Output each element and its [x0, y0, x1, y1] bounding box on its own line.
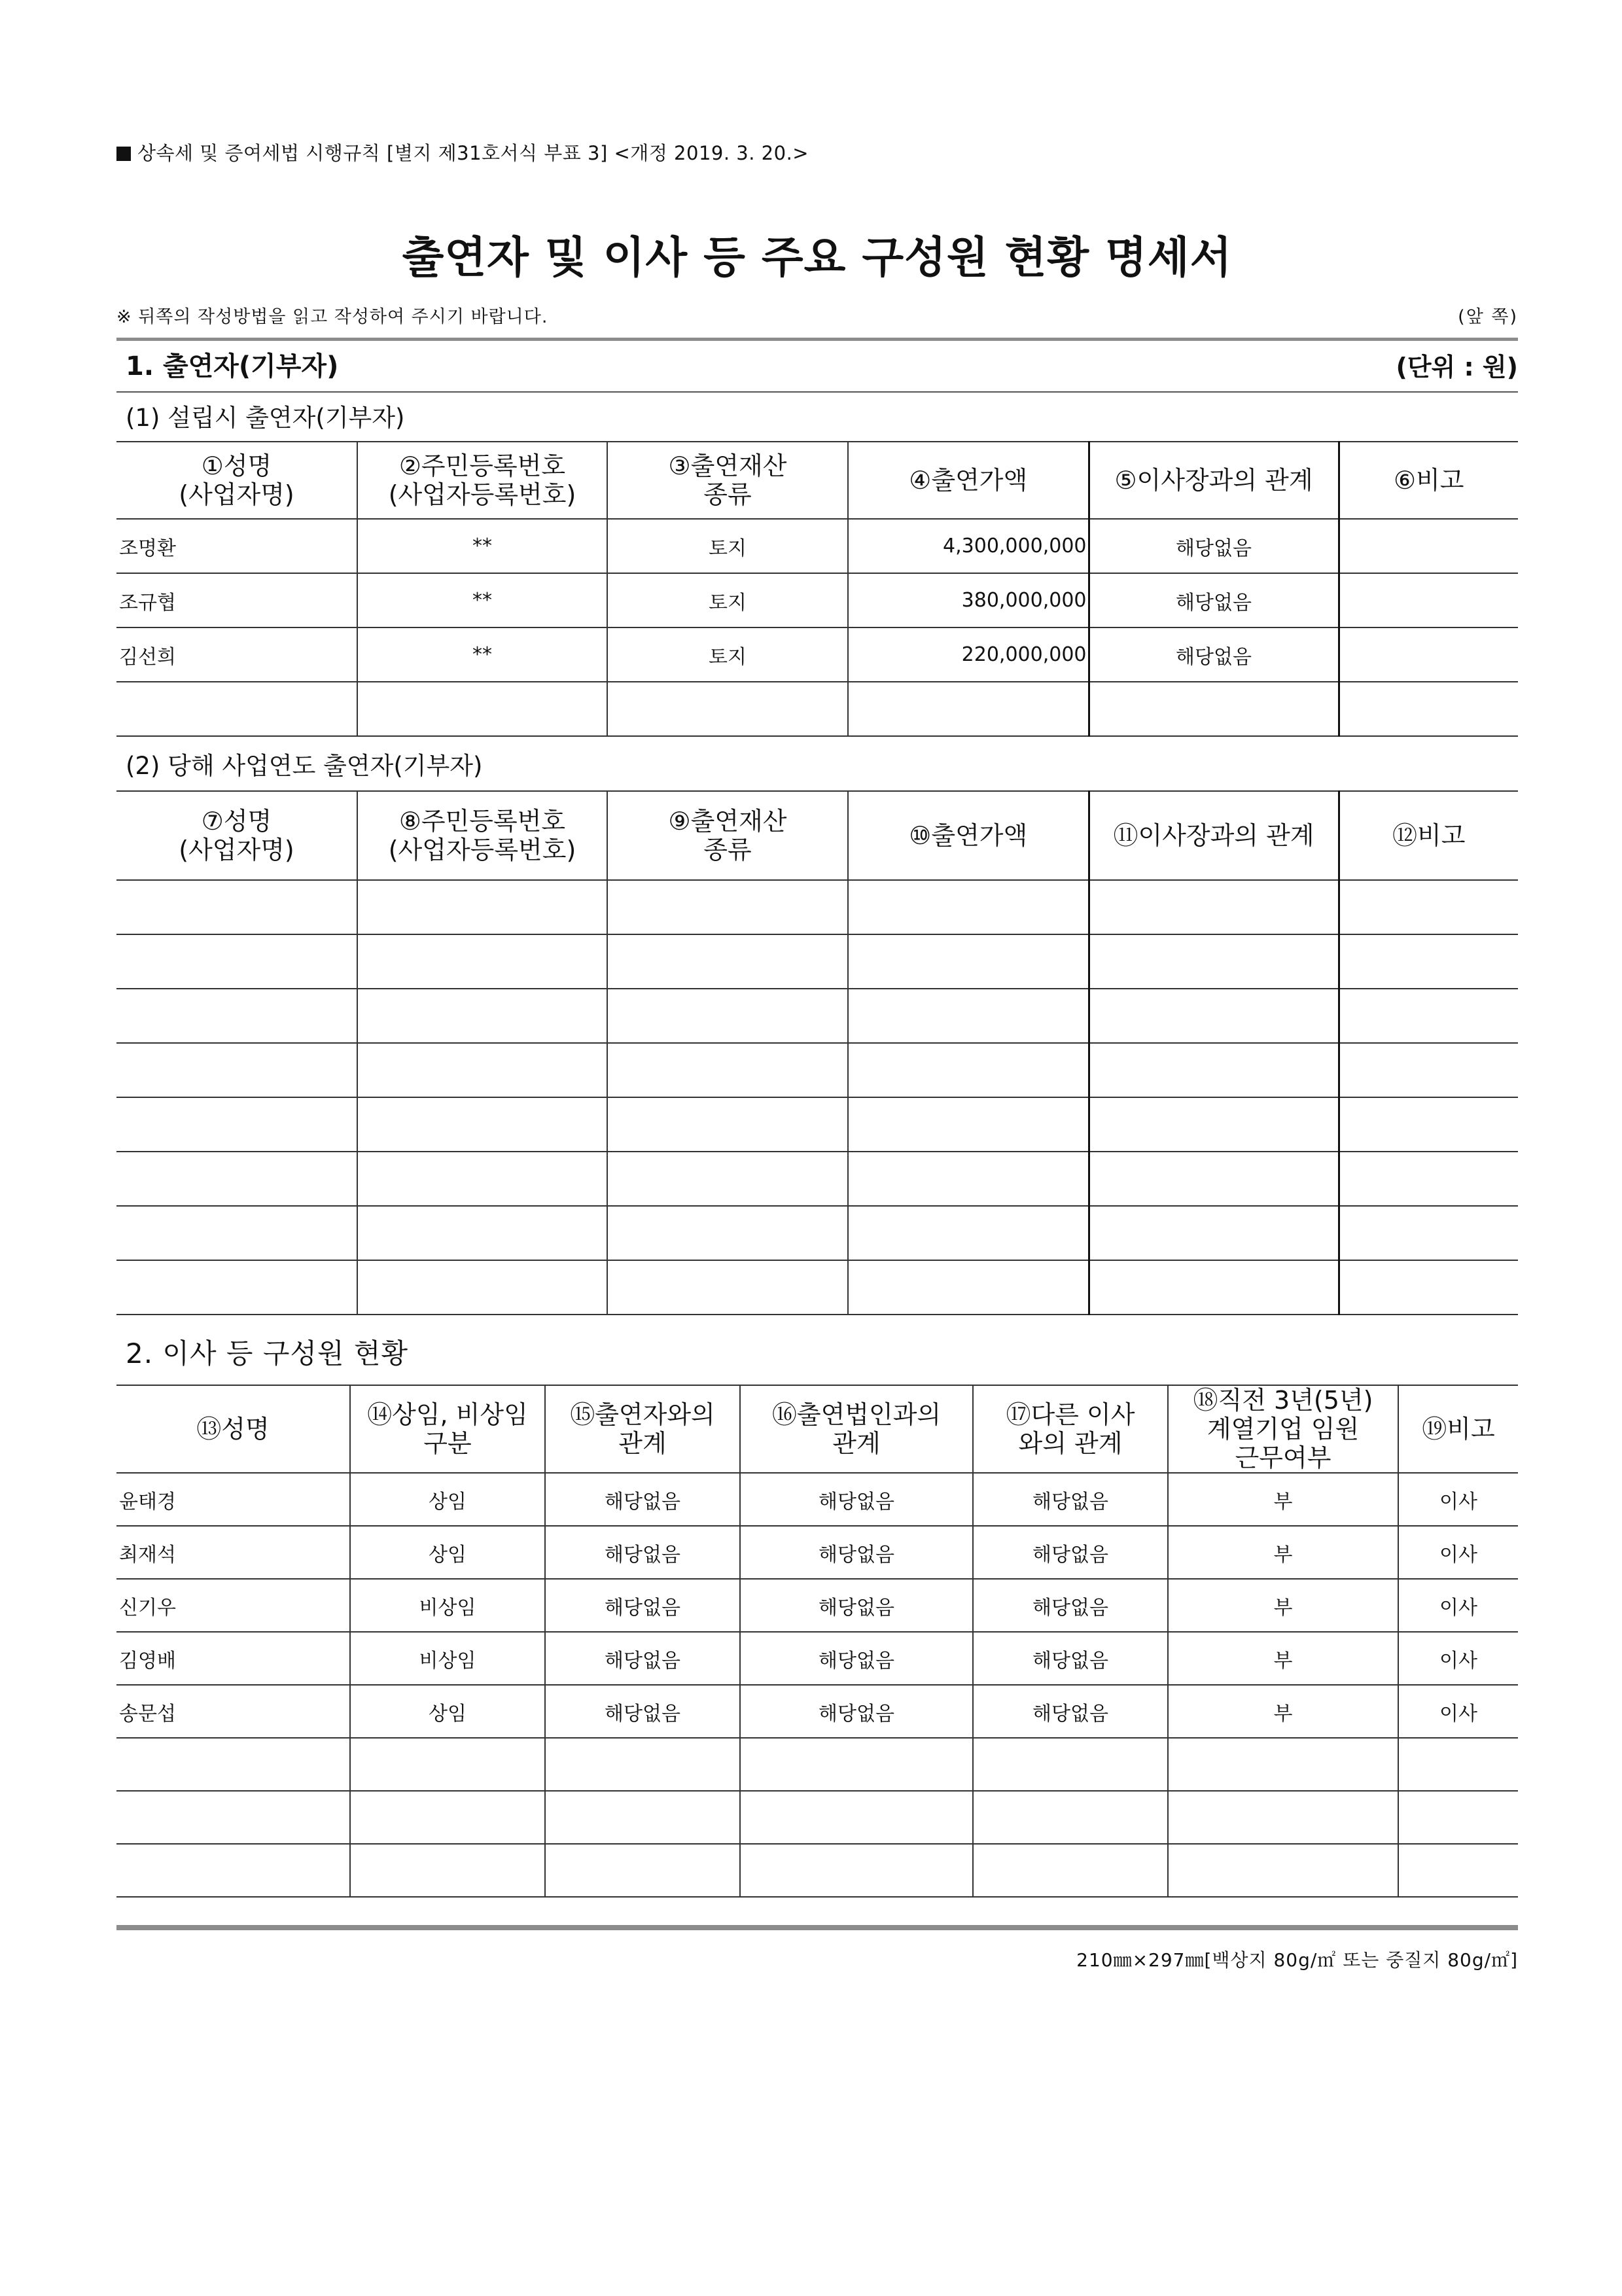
cell-rel-contributor: 해당없음 — [545, 1632, 740, 1685]
empty-cell — [1089, 934, 1339, 989]
cell-name — [116, 1738, 350, 1791]
cell-name: 조규협 — [116, 573, 357, 627]
cell-amount: 220,000,000 — [848, 627, 1089, 682]
empty-cell — [607, 880, 848, 934]
empty-cell — [357, 880, 607, 934]
cell-rel-corp — [740, 1844, 973, 1897]
column-header-line: 종류 — [703, 836, 752, 864]
cell-rel-contributor: 해당없음 — [545, 1526, 740, 1579]
cell-rel-contributor: 해당없음 — [545, 1579, 740, 1632]
empty-cell — [1339, 1152, 1518, 1206]
column-header-line: 관계 — [618, 1429, 667, 1458]
cell-type: 토지 — [607, 519, 848, 573]
cell-type: 비상임 — [350, 1632, 545, 1685]
law-reference — [116, 139, 809, 166]
cell-remark — [1339, 519, 1518, 573]
column-header-line: 구분 — [423, 1429, 472, 1458]
subsection2-title: (2) 당해 사업연도 출연자(기부자) — [126, 752, 483, 780]
empty-cell — [116, 989, 357, 1043]
cell-affiliate: 부 — [1168, 1526, 1398, 1579]
empty-cell — [1089, 1206, 1339, 1260]
cell-name — [116, 1791, 350, 1844]
empty-cell — [1339, 880, 1518, 934]
cell-type: 비상임 — [350, 1579, 545, 1632]
cell-rel-corp: 해당없음 — [740, 1632, 973, 1685]
column-header-line: 근무여부 — [1235, 1443, 1331, 1472]
cell-rel-corp: 해당없음 — [740, 1685, 973, 1738]
empty-cell — [1089, 989, 1339, 1043]
cell-remark: 이사 — [1398, 1632, 1518, 1685]
paper-spec: 210㎜×297㎜[백상지 80g/㎡ 또는 중질지 80g/㎡] — [1076, 1949, 1518, 1971]
cell-id: ** — [357, 519, 607, 573]
empty-cell — [357, 989, 607, 1043]
cell-type — [350, 1844, 545, 1897]
cell-remark — [1398, 1738, 1518, 1791]
section-divider — [116, 338, 1518, 341]
empty-cell — [1339, 1260, 1518, 1315]
empty-cell — [848, 934, 1089, 989]
cell-remark: 이사 — [1398, 1526, 1518, 1579]
column-header-line: (사업자등록번호) — [388, 480, 576, 509]
empty-cell — [848, 1097, 1089, 1152]
table-row — [116, 1152, 1518, 1206]
cell-name: 최재석 — [116, 1526, 350, 1579]
column-header-line: ⑭상임, 비상임 — [367, 1400, 528, 1429]
cell-name: 김선희 — [116, 627, 357, 682]
cell-affiliate: 부 — [1168, 1632, 1398, 1685]
cell-relation — [1089, 682, 1339, 736]
cell-rel-director — [973, 1738, 1168, 1791]
cell-amount: 4,300,000,000 — [848, 519, 1089, 573]
cell-remark — [1398, 1844, 1518, 1897]
table-row — [116, 1844, 1518, 1897]
cell-relation: 해당없음 — [1089, 627, 1339, 682]
table-row — [116, 627, 1518, 682]
empty-cell — [848, 1043, 1089, 1097]
section1-title: 1. 출연자(기부자) — [126, 351, 339, 381]
cell-type: 상임 — [350, 1685, 545, 1738]
subsection1-title: (1) 설립시 출연자(기부자) — [126, 404, 405, 432]
cell-rel-contributor — [545, 1791, 740, 1844]
cell-name: 조명환 — [116, 519, 357, 573]
empty-cell — [1339, 1097, 1518, 1152]
column-header — [607, 791, 848, 880]
cell-name: 김영배 — [116, 1632, 350, 1685]
column-header — [848, 442, 1089, 519]
cell-name — [116, 682, 357, 736]
column-header — [1168, 1385, 1398, 1473]
empty-cell — [848, 989, 1089, 1043]
column-header-line: ⑦성명 — [201, 807, 272, 836]
cell-rel-contributor: 해당없음 — [545, 1685, 740, 1738]
instruction-note: ※ 뒤쪽의 작성방법을 읽고 작성하여 주시기 바랍니다. — [116, 307, 548, 327]
table-row — [116, 1043, 1518, 1097]
cell-rel-contributor — [545, 1844, 740, 1897]
cell-relation: 해당없음 — [1089, 573, 1339, 627]
column-header-line: ⑲비고 — [1422, 1415, 1495, 1443]
cell-relation: 해당없음 — [1089, 519, 1339, 573]
page-side-label: (앞 쪽) — [1458, 307, 1518, 327]
column-header-line: ③출연재산 — [668, 451, 787, 480]
cell-rel-corp: 해당없음 — [740, 1526, 973, 1579]
cell-remark: 이사 — [1398, 1685, 1518, 1738]
empty-cell — [607, 1043, 848, 1097]
empty-cell — [607, 1206, 848, 1260]
column-header-line: 종류 — [703, 480, 752, 509]
column-header-line: ⑤이사장과의 관계 — [1114, 466, 1313, 495]
empty-cell — [357, 934, 607, 989]
column-header — [545, 1385, 740, 1473]
table-row — [116, 1738, 1518, 1791]
column-header-line: ②주민등록번호 — [398, 451, 566, 480]
column-header — [1089, 791, 1339, 880]
column-header — [1398, 1385, 1518, 1473]
column-header-line: ⑥비고 — [1394, 466, 1464, 495]
cell-id: ** — [357, 573, 607, 627]
column-header — [116, 791, 357, 880]
cell-amount — [848, 682, 1089, 736]
cell-rel-corp: 해당없음 — [740, 1579, 973, 1632]
empty-cell — [357, 1043, 607, 1097]
empty-cell — [357, 1260, 607, 1315]
empty-cell — [1339, 934, 1518, 989]
cell-type — [350, 1791, 545, 1844]
cell-rel-corp — [740, 1791, 973, 1844]
cell-rel-corp — [740, 1738, 973, 1791]
empty-cell — [1089, 1097, 1339, 1152]
empty-cell — [1089, 1043, 1339, 1097]
table-header-row — [116, 442, 1518, 519]
unit-label: (단위 : 원) — [1396, 353, 1518, 381]
column-header — [357, 442, 607, 519]
table-header-row — [116, 1385, 1518, 1473]
empty-cell — [116, 934, 357, 989]
column-header-line: ⑯출연법인과의 — [771, 1400, 942, 1429]
column-header-line: ⑧주민등록번호 — [398, 807, 566, 836]
column-header — [1339, 791, 1518, 880]
column-header-line: ⑩출연가액 — [909, 821, 1028, 850]
column-header — [357, 791, 607, 880]
column-header-line: ④출연가액 — [909, 466, 1028, 495]
cell-type — [607, 682, 848, 736]
empty-cell — [607, 1097, 848, 1152]
cell-rel-director: 해당없음 — [973, 1473, 1168, 1526]
table-header-row — [116, 791, 1518, 880]
empty-cell — [848, 1206, 1089, 1260]
empty-cell — [1339, 1206, 1518, 1260]
column-header — [116, 442, 357, 519]
empty-cell — [607, 989, 848, 1043]
empty-cell — [848, 880, 1089, 934]
column-header-line: ①성명 — [201, 451, 272, 480]
section-divider — [116, 391, 1518, 393]
square-bullet-icon — [116, 147, 131, 161]
cell-remark — [1398, 1791, 1518, 1844]
empty-cell — [357, 1152, 607, 1206]
law-reference-text: 상속세 및 증여세법 시행규칙 [별지 제31호서식 부표 3] <개정 2019. 3. 20.> — [137, 142, 809, 164]
cell-rel-contributor: 해당없음 — [545, 1473, 740, 1526]
column-header-line: ⑨출연재산 — [668, 807, 787, 836]
empty-cell — [848, 1152, 1089, 1206]
table-row — [116, 1473, 1518, 1526]
empty-cell — [1089, 880, 1339, 934]
empty-cell — [357, 1097, 607, 1152]
table-row — [116, 1526, 1518, 1579]
table-row — [116, 1097, 1518, 1152]
cell-type: 토지 — [607, 627, 848, 682]
column-header — [116, 1385, 350, 1473]
current-year-contributors-table — [116, 790, 1518, 1315]
empty-cell — [1089, 1260, 1339, 1315]
cell-name — [116, 1844, 350, 1897]
column-header — [1089, 442, 1339, 519]
cell-affiliate: 부 — [1168, 1579, 1398, 1632]
column-header-line: ⑬성명 — [196, 1415, 270, 1443]
table-row — [116, 682, 1518, 736]
empty-cell — [116, 1152, 357, 1206]
empty-cell — [116, 880, 357, 934]
column-header — [973, 1385, 1168, 1473]
empty-cell — [1339, 1043, 1518, 1097]
column-header-line: ⑰다른 이사 — [1006, 1400, 1135, 1429]
cell-remark — [1339, 573, 1518, 627]
cell-type — [350, 1738, 545, 1791]
empty-cell — [116, 1097, 357, 1152]
table-row — [116, 1632, 1518, 1685]
column-header-line: (사업자명) — [179, 836, 294, 864]
cell-rel-director — [973, 1844, 1168, 1897]
table-row — [116, 519, 1518, 573]
cell-type: 상임 — [350, 1473, 545, 1526]
empty-cell — [116, 1206, 357, 1260]
table-row — [116, 989, 1518, 1043]
table-row — [116, 1206, 1518, 1260]
cell-rel-director: 해당없음 — [973, 1526, 1168, 1579]
table-row — [116, 880, 1518, 934]
column-header-line: ⑮출연자와의 — [570, 1400, 715, 1429]
empty-cell — [116, 1260, 357, 1315]
cell-remark — [1339, 682, 1518, 736]
table-row — [116, 1685, 1518, 1738]
cell-name: 윤태경 — [116, 1473, 350, 1526]
page-title: 출연자 및 이사 등 주요 구성원 현황 명세서 — [402, 232, 1233, 283]
empty-cell — [607, 1260, 848, 1315]
column-header — [607, 442, 848, 519]
cell-rel-contributor — [545, 1738, 740, 1791]
cell-affiliate: 부 — [1168, 1473, 1398, 1526]
cell-affiliate — [1168, 1844, 1398, 1897]
cell-remark — [1339, 627, 1518, 682]
cell-rel-director: 해당없음 — [973, 1579, 1168, 1632]
footer-divider — [116, 1925, 1518, 1930]
empty-cell — [116, 1043, 357, 1097]
cell-name: 송문섭 — [116, 1685, 350, 1738]
column-header-line: 계열기업 임원 — [1207, 1415, 1360, 1443]
column-header-line: 와의 관계 — [1018, 1429, 1123, 1458]
empty-cell — [607, 1152, 848, 1206]
empty-cell — [848, 1260, 1089, 1315]
cell-rel-director — [973, 1791, 1168, 1844]
empty-cell — [357, 1206, 607, 1260]
column-header-line: 관계 — [832, 1429, 881, 1458]
column-header-line: ⑪이사장과의 관계 — [1113, 821, 1314, 850]
table-row — [116, 1579, 1518, 1632]
column-header — [740, 1385, 973, 1473]
cell-affiliate — [1168, 1738, 1398, 1791]
cell-remark: 이사 — [1398, 1473, 1518, 1526]
empty-cell — [1339, 989, 1518, 1043]
cell-rel-corp: 해당없음 — [740, 1473, 973, 1526]
empty-cell — [1089, 1152, 1339, 1206]
cell-rel-director: 해당없음 — [973, 1685, 1168, 1738]
cell-affiliate: 부 — [1168, 1685, 1398, 1738]
directors-table — [116, 1385, 1518, 1898]
table-row — [116, 1260, 1518, 1315]
column-header — [848, 791, 1089, 880]
cell-type: 토지 — [607, 573, 848, 627]
column-header — [1339, 442, 1518, 519]
cell-rel-director: 해당없음 — [973, 1632, 1168, 1685]
founding-contributors-table — [116, 441, 1518, 737]
column-header-line: ⑱직전 3년(5년) — [1193, 1386, 1373, 1415]
cell-id — [357, 682, 607, 736]
column-header-line: (사업자명) — [179, 480, 294, 509]
empty-cell — [607, 934, 848, 989]
table-row — [116, 573, 1518, 627]
table-row — [116, 1791, 1518, 1844]
column-header — [350, 1385, 545, 1473]
column-header-line: ⑫비고 — [1392, 821, 1466, 850]
cell-affiliate — [1168, 1791, 1398, 1844]
cell-remark: 이사 — [1398, 1579, 1518, 1632]
cell-id: ** — [357, 627, 607, 682]
cell-type: 상임 — [350, 1526, 545, 1579]
section2-title: 2. 이사 등 구성원 현황 — [126, 1337, 409, 1369]
table-row — [116, 934, 1518, 989]
cell-name: 신기우 — [116, 1579, 350, 1632]
cell-amount: 380,000,000 — [848, 573, 1089, 627]
column-header-line: (사업자등록번호) — [388, 836, 576, 864]
